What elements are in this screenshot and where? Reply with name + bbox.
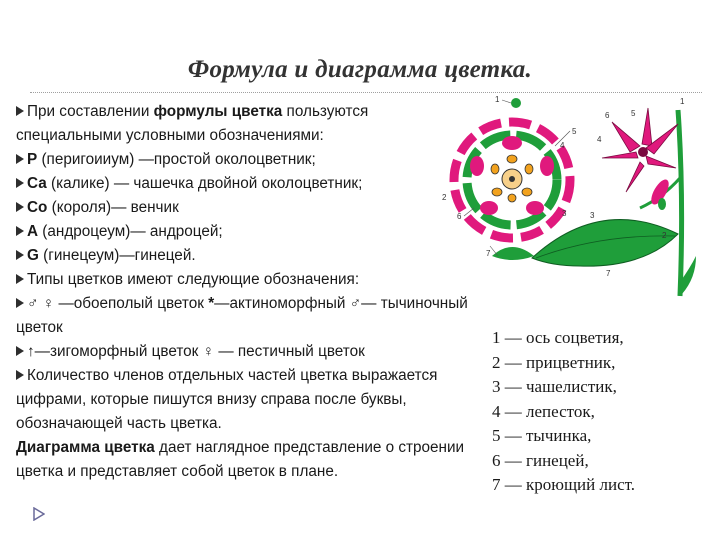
text-run: —зигоморфный цветок ♀ — пестичный цветок xyxy=(34,343,365,360)
text-run: (гинецеум)—гинецей. xyxy=(38,247,196,264)
text-run: ♂ ♀ —обоеполый цветок xyxy=(27,295,209,312)
triangle-bullet-icon xyxy=(16,154,24,164)
text-paragraph xyxy=(16,100,478,148)
figure-number-label: 2 xyxy=(442,193,447,202)
text-run: (перигоииум) —простой околоцветник; xyxy=(37,151,316,168)
bold-term: ↑ xyxy=(27,343,35,360)
text-run: (андроцеум)— андроцей; xyxy=(38,223,223,240)
legend-item: 4 — лепесток, xyxy=(492,401,595,421)
figure-number-label: 5 xyxy=(631,109,636,118)
bold-term: Диаграмма цветка xyxy=(16,439,155,456)
text-paragraph xyxy=(16,340,478,364)
bold-term: G xyxy=(27,247,39,264)
triangle-bullet-icon xyxy=(16,226,24,236)
legend-item: 2 — прицветник, xyxy=(492,352,616,372)
triangle-bullet-icon xyxy=(16,106,24,116)
triangle-bullet-icon xyxy=(16,298,24,308)
triangle-arrow-icon[interactable] xyxy=(33,507,45,526)
figure-number-label: 4 xyxy=(597,135,602,144)
text-paragraph xyxy=(16,244,478,268)
figure-number-label: 3 xyxy=(590,211,595,220)
flower-illustration xyxy=(440,86,702,306)
bold-term: P xyxy=(27,151,38,168)
legend-item: 6 — гинецей, xyxy=(492,450,589,470)
bold-term: Со xyxy=(27,199,48,216)
figure-number-label: 3 xyxy=(562,209,567,218)
text-run: дает наглядное представление о строении цветка и представляет собой цветок в плане. xyxy=(16,439,465,480)
figure-legend xyxy=(492,326,635,498)
figure-number-label: 5 xyxy=(572,127,577,136)
figure-number-label: 6 xyxy=(457,212,462,221)
legend-item: 7 — кроющий лист. xyxy=(492,475,636,494)
triangle-bullet-icon xyxy=(16,202,24,212)
text-run: (короля)— венчик xyxy=(47,199,179,216)
figure-number-label: 7 xyxy=(486,249,491,258)
slide-title: Формула и диаграмма цветка. xyxy=(187,56,533,83)
flower-center xyxy=(638,147,648,157)
legend-item: 5 — тычинка, xyxy=(492,426,592,445)
legend-item: 3 — чашелистик, xyxy=(492,377,617,396)
legend-item: 1 — ось соцветия, xyxy=(492,328,624,347)
bold-term: формулы цветка xyxy=(153,103,283,120)
text-run: пользуются специальными условными обозначениями: xyxy=(16,103,369,144)
figure-number-label: 6 xyxy=(605,111,610,120)
body-text xyxy=(16,100,478,484)
figure-number-label: 2 xyxy=(662,231,667,240)
bract xyxy=(492,247,534,260)
triangle-bullet-icon xyxy=(16,346,24,356)
triangle-bullet-icon xyxy=(16,370,24,380)
text-paragraph xyxy=(16,172,478,196)
triangle-bullet-icon xyxy=(16,274,24,284)
text-paragraph xyxy=(16,364,478,436)
figure-number-label: 1 xyxy=(495,95,500,104)
bold-term: * xyxy=(208,295,215,312)
text-run: (калике) — чашечка двойной околоцветник; xyxy=(46,175,363,192)
triangle-bullet-icon xyxy=(16,178,24,188)
stem xyxy=(678,110,682,296)
figure-number-label: 4 xyxy=(560,141,565,150)
triangle-bullet-icon xyxy=(16,250,24,260)
text-paragraph xyxy=(16,196,478,220)
text-paragraph xyxy=(16,436,478,484)
flower-figure xyxy=(440,86,702,311)
text-run: Типы цветков имеют следующие обозначения: xyxy=(27,271,360,288)
covering-leaf xyxy=(532,220,678,267)
text-run: При составлении xyxy=(27,103,154,120)
text-run: —актиноморфный ♂— тычиночный цветок xyxy=(16,295,468,336)
figure-number-label: 1 xyxy=(680,97,685,106)
text-paragraph xyxy=(16,220,478,244)
text-paragraph xyxy=(16,268,478,292)
text-paragraph xyxy=(16,148,478,172)
axis-mark xyxy=(511,98,521,108)
bold-term: A xyxy=(27,223,39,240)
floral-diagram xyxy=(442,95,577,260)
text-paragraph xyxy=(16,292,478,340)
text-run: Количество членов отдельных частей цветка выражается цифрами, которые пишутся внизу справа после буквы, обозначающей часть цветка. xyxy=(16,367,438,432)
bold-term: Са xyxy=(27,175,47,192)
figure-number-label: 7 xyxy=(606,269,611,278)
